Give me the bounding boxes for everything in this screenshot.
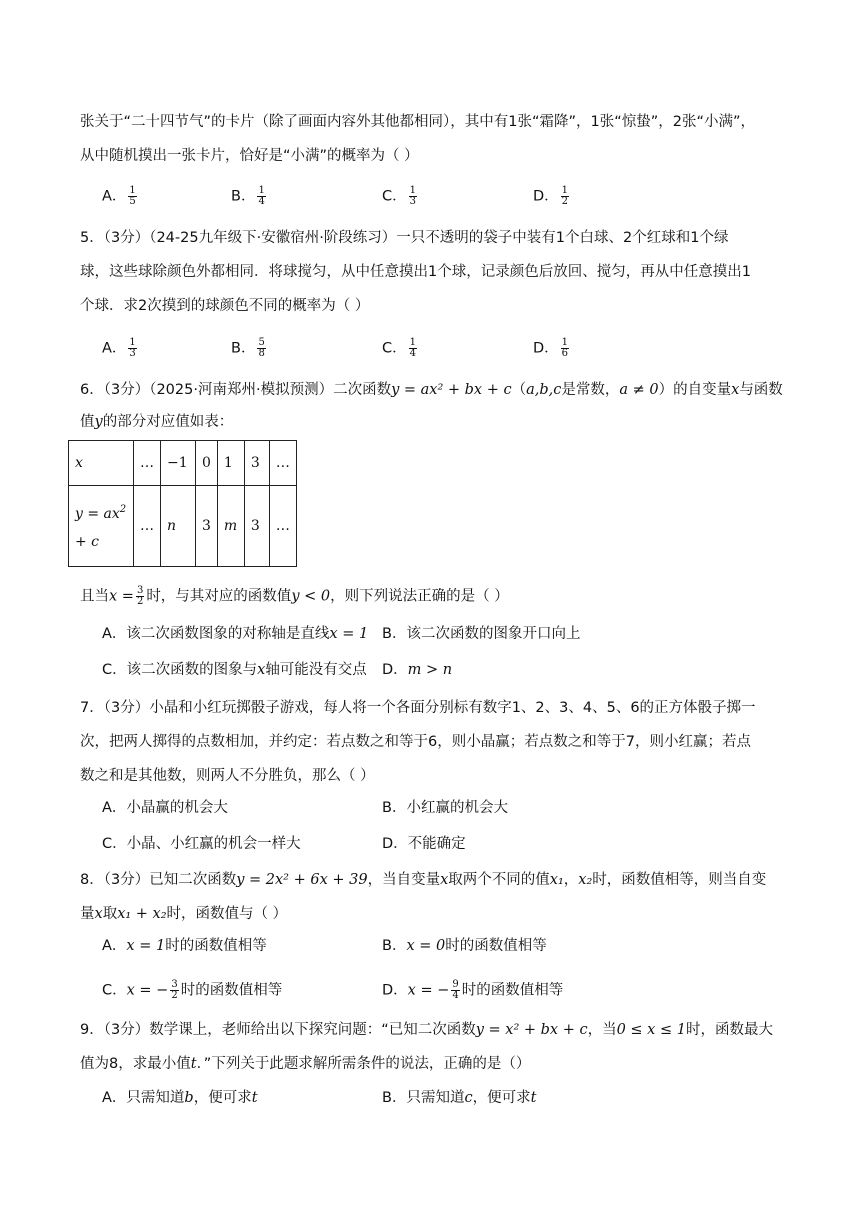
q5-option-d[interactable]: D． $\frac{1}{6}$ (533, 337, 569, 359)
q9-option-b[interactable]: B．只需知道c，便可求t (382, 1090, 537, 1106)
table-cell: 3 (244, 486, 269, 567)
q7-text-line-2: 次，把两人掷得的点数相加，并约定：若点数之和等于6，则小晶赢；若点数之和等于7，则小红赢；若点 (80, 734, 751, 750)
q5-text-line-1: 5．（3分）（24-25九年级下·安徽宿州·阶段练习）一只不透明的袋子中装有1个白球、2个红球和1个绿 (80, 230, 729, 246)
table-cell: $y = ax^2$ + c (69, 486, 134, 567)
table-cell: … (134, 486, 161, 567)
table-cell: 1 (217, 441, 244, 486)
q7-option-a[interactable]: A．小晶赢的机会大 (102, 800, 228, 816)
table-cell: m (217, 486, 244, 567)
fraction: $\frac{1}{5}$ (129, 185, 136, 207)
q4-text-line-1: 张关于“二十四节气”的卡片（除了画面内容外其他都相同），其中有1张“霜降”，1张“惊蛰”，2张“小满”， (80, 114, 756, 130)
q8-option-c[interactable]: C．x = − $\frac{3}{2}$ 时的函数值相等 (102, 979, 283, 1001)
q5-option-a[interactable]: A． $\frac{1}{3}$ (102, 337, 136, 359)
q9-text-line-1: 9．（3分）数学课上，老师给出以下探究问题：“已知二次函数y = x² + bx + c，当0 ≤ x ≤ 1时，函数最大 (80, 1022, 773, 1038)
table-cell: 3 (196, 486, 218, 567)
q5-option-c[interactable]: C． $\frac{1}{4}$ (382, 337, 416, 359)
q7-text-line-1: 7．（3分）小晶和小红玩掷骰子游戏，每人将一个各面分别标有数字1、2、3、4、5、6的正方体骰子掷一 (80, 700, 756, 716)
table-cell: … (269, 441, 296, 486)
q9-text-line-2: 值为8，求最小值t．”下列关于此题求解所需条件的说法，正确的是（） (80, 1056, 531, 1072)
q8-text-line-1: 8．（3分）已知二次函数y = 2x² + 6x + 39，当自变量x取两个不同的值x₁，x₂时，函数值相等，则当自变 (80, 872, 767, 888)
fraction: $\frac{1}{3}$ (409, 185, 416, 207)
table-cell: … (269, 486, 296, 567)
q5-text-line-2: 球，这些球除颜色外都相同．将球搅匀，从中任意摸出1个球，记录颜色后放回、搅匀，再从中任意摸出1 (80, 264, 751, 280)
q8-option-a[interactable]: A．x = 1时的函数值相等 (102, 938, 267, 954)
q6-option-a[interactable]: A．该二次函数图象的对称轴是直线x = 1 (102, 626, 369, 642)
fraction: $\frac{5}{8}$ (258, 337, 265, 359)
fraction: $\frac{9}{4}$ (452, 979, 459, 1001)
fraction: $\frac{3}{2}$ (171, 979, 178, 1001)
table-cell: 3 (244, 441, 269, 486)
q5-option-b[interactable]: B． $\frac{5}{8}$ (231, 337, 265, 359)
q8-option-b[interactable]: B．x = 0时的函数值相等 (382, 938, 547, 954)
fraction: $\frac{1}{4}$ (409, 337, 416, 359)
q4-option-c[interactable]: C． $\frac{1}{3}$ (382, 185, 416, 207)
table-row (69, 441, 297, 486)
q4-text-line-2: 从中随机摸出一张卡片，恰好是“小满”的概率为（ ） (80, 148, 419, 164)
q4-option-d[interactable]: D． $\frac{1}{2}$ (533, 185, 569, 207)
q6-condition-line: 且当x = $\frac{3}{2}$ 时，与其对应的函数值y < 0，则下列说法正确的是（ ） (80, 585, 509, 607)
q5-text-line-3: 个球．求2次摸到的球颜色不同的概率为（ ） (80, 298, 370, 314)
fraction: $\frac{1}{4}$ (258, 185, 265, 207)
fraction: $\frac{3}{2}$ (136, 585, 144, 607)
q4-option-a[interactable]: A． $\frac{1}{5}$ (102, 185, 136, 207)
q7-option-d[interactable]: D．不能确定 (382, 836, 466, 852)
q6-option-d[interactable]: D．m > n (382, 662, 453, 678)
fraction: $\frac{1}{3}$ (129, 337, 136, 359)
math-formula: y = 2x² + 6x + 39 (236, 872, 368, 888)
q8-option-d[interactable]: D．x = − $\frac{9}{4}$ 时的函数值相等 (382, 979, 564, 1001)
q6-option-c[interactable]: C．该二次函数的图象与x轴可能没有交点 (102, 662, 367, 678)
q7-option-b[interactable]: B．小红赢的机会大 (382, 800, 508, 816)
q8-text-line-2: 量x取x₁ + x₂时，函数值与（ ） (80, 906, 288, 922)
fraction: $\frac{1}{6}$ (561, 337, 569, 359)
table-cell: n (161, 486, 196, 567)
table-row (69, 486, 297, 567)
q7-text-line-3: 数之和是其他数，则两人不分胜负，那么（ ） (80, 768, 375, 784)
q4-option-b[interactable]: B． $\frac{1}{4}$ (231, 185, 265, 207)
q6-text-line-1: 6．（3分）（2025·河南郑州·模拟预测）二次函数y = ax² + bx + c（a,b,c是常数，a ≠ 0）的自变量x与函数 (80, 382, 783, 398)
fraction: $\frac{1}{2}$ (561, 185, 569, 207)
q7-option-c[interactable]: C．小晶、小红赢的机会一样大 (102, 836, 301, 852)
value-table (68, 440, 297, 567)
table-cell: x (69, 441, 134, 486)
table-cell: −1 (161, 441, 196, 486)
math-formula: y = ax² + bx + c (391, 382, 512, 398)
q6-text-line-2: 值y的部分对应值如表： (80, 414, 234, 430)
math-formula: y = x² + bx + c (475, 1022, 588, 1038)
table-cell: … (134, 441, 161, 486)
q9-option-a[interactable]: A．只需知道b，便可求t (102, 1090, 258, 1106)
table-cell: 0 (196, 441, 218, 486)
q6-option-b[interactable]: B．该二次函数的图象开口向上 (382, 626, 581, 642)
